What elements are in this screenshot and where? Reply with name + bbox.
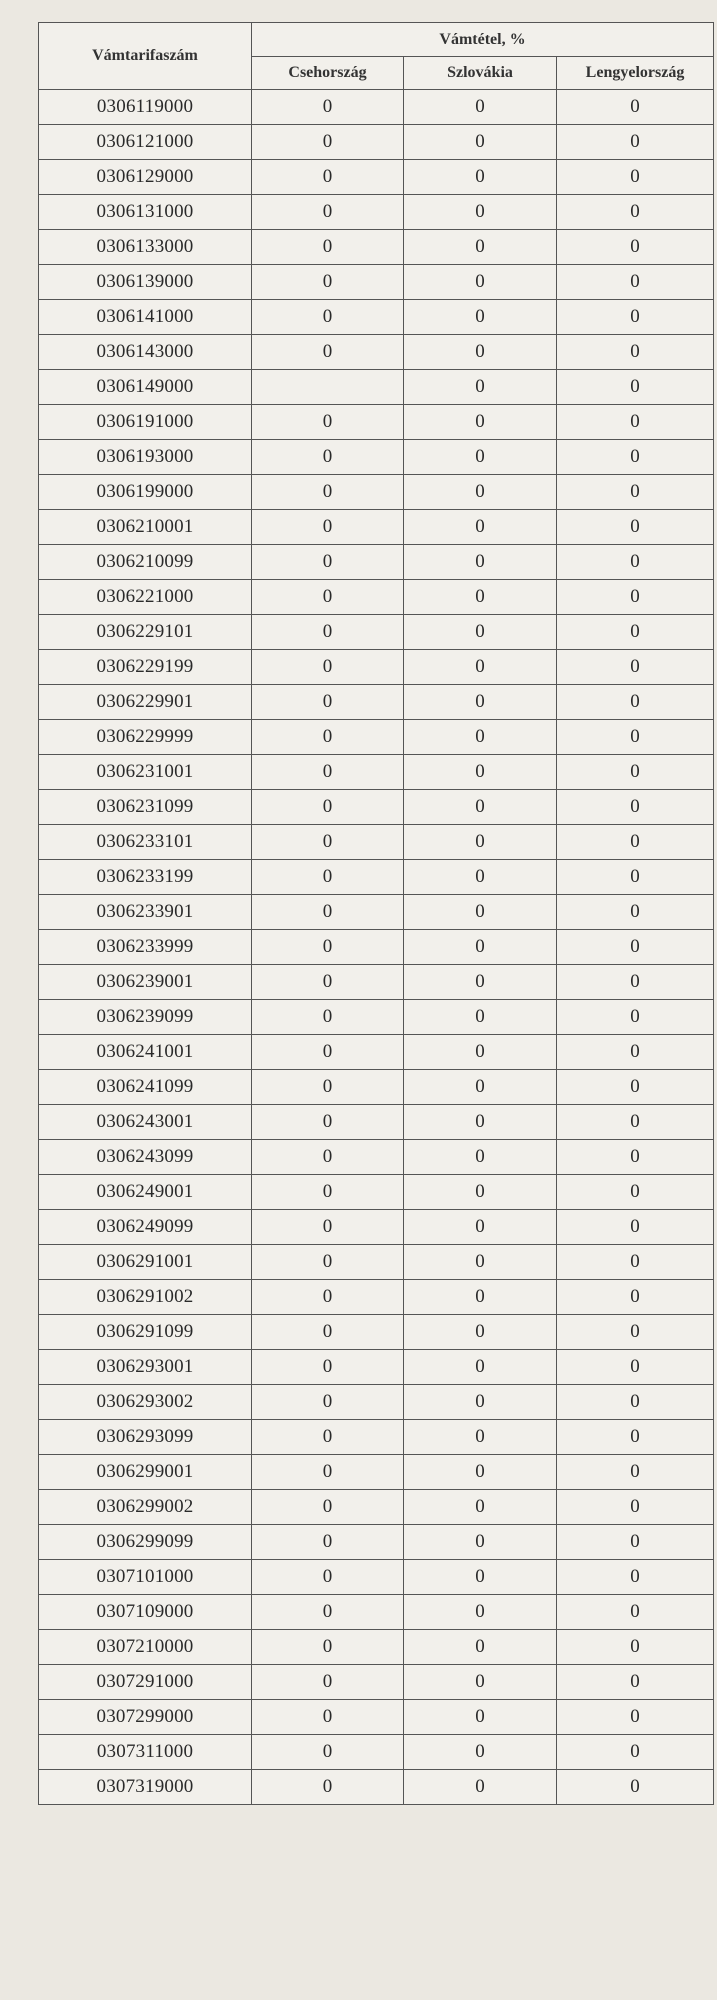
rate-czechia-cell: 0 [252,475,404,510]
rate-slovakia-cell: 0 [404,685,557,720]
rate-slovakia-cell: 0 [404,125,557,160]
rate-slovakia-cell: 0 [404,965,557,1000]
rate-slovakia-cell: 0 [404,195,557,230]
rate-czechia-cell: 0 [252,300,404,335]
rate-slovakia-cell: 0 [404,1665,557,1700]
rate-poland-cell: 0 [557,1105,714,1140]
rate-slovakia-cell: 0 [404,1455,557,1490]
table-row [39,90,714,125]
table-row [39,1630,714,1665]
tariff-code-cell: 0306233901 [39,895,252,930]
table-row [39,1105,714,1140]
table-row [39,335,714,370]
rate-slovakia-cell: 0 [404,1210,557,1245]
table-row [39,1735,714,1770]
table-body [39,90,714,1805]
rate-poland-cell: 0 [557,895,714,930]
table-row [39,1175,714,1210]
tariff-code-cell: 0306243001 [39,1105,252,1140]
rate-slovakia-cell: 0 [404,475,557,510]
tariff-code-cell: 0306141000 [39,300,252,335]
tariff-code-cell: 0306241001 [39,1035,252,1070]
rate-poland-cell: 0 [557,1490,714,1525]
rate-czechia-cell: 0 [252,1245,404,1280]
rate-poland-cell: 0 [557,1140,714,1175]
table-row [39,1070,714,1105]
tariff-code-cell: 0306291002 [39,1280,252,1315]
rate-poland-cell: 0 [557,370,714,405]
table-row [39,1595,714,1630]
table-row [39,930,714,965]
tariff-code-cell: 0306231099 [39,790,252,825]
table-row [39,1560,714,1595]
tariff-code-cell: 0306139000 [39,265,252,300]
rate-slovakia-cell: 0 [404,1420,557,1455]
tariff-code-cell: 0307210000 [39,1630,252,1665]
tariff-code-cell: 0307319000 [39,1770,252,1805]
rate-slovakia-cell: 0 [404,1595,557,1630]
country-header-slovakia: Szlovákia [404,57,557,90]
tariff-code-cell: 0306229999 [39,720,252,755]
table-row [39,1455,714,1490]
table-row [39,1700,714,1735]
rate-poland-cell: 0 [557,1070,714,1105]
rate-czechia-cell: 0 [252,860,404,895]
tariff-code-cell: 0306129000 [39,160,252,195]
tariff-code-cell: 0306229901 [39,685,252,720]
tariff-code-cell: 0306241099 [39,1070,252,1105]
rate-poland-cell: 0 [557,125,714,160]
table-row [39,1035,714,1070]
rate-poland-cell: 0 [557,1385,714,1420]
rate-czechia-cell: 0 [252,1035,404,1070]
table-row [39,685,714,720]
rate-slovakia-cell: 0 [404,265,557,300]
tariff-code-cell: 0306233101 [39,825,252,860]
table-row [39,755,714,790]
rate-slovakia-cell: 0 [404,755,557,790]
rate-poland-cell: 0 [557,1665,714,1700]
rate-czechia-cell: 0 [252,580,404,615]
rate-slovakia-cell: 0 [404,1770,557,1805]
tariff-code-cell: 0307311000 [39,1735,252,1770]
rate-poland-cell: 0 [557,335,714,370]
rate-poland-cell: 0 [557,545,714,580]
rate-czechia-cell: 0 [252,335,404,370]
rate-czechia-cell: 0 [252,650,404,685]
rate-czechia-cell: 0 [252,1455,404,1490]
table-row [39,265,714,300]
rate-czechia-cell: 0 [252,895,404,930]
rate-poland-cell: 0 [557,1035,714,1070]
rate-poland-cell: 0 [557,790,714,825]
table-row [39,230,714,265]
tariff-code-cell: 0306229199 [39,650,252,685]
tariff-code-cell: 0306233199 [39,860,252,895]
rate-slovakia-cell: 0 [404,895,557,930]
rate-poland-cell: 0 [557,1350,714,1385]
rate-czechia-cell: 0 [252,1000,404,1035]
rate-slovakia-cell: 0 [404,1070,557,1105]
rate-czechia-cell: 0 [252,125,404,160]
table-row [39,1385,714,1420]
rate-czechia-cell: 0 [252,720,404,755]
rate-czechia-cell: 0 [252,615,404,650]
rate-poland-cell: 0 [557,1735,714,1770]
rate-poland-cell: 0 [557,720,714,755]
rate-poland-cell: 0 [557,1630,714,1665]
tariff-code-cell: 0306293099 [39,1420,252,1455]
rate-poland-cell: 0 [557,510,714,545]
table-row [39,720,714,755]
rate-poland-cell: 0 [557,1560,714,1595]
tariff-table [38,22,714,1805]
table-row [39,370,714,405]
rate-poland-cell: 0 [557,300,714,335]
rate-poland-cell: 0 [557,440,714,475]
tariff-code-cell: 0306239001 [39,965,252,1000]
table-row [39,790,714,825]
tariff-code-cell: 0306293002 [39,1385,252,1420]
table-row [39,440,714,475]
rate-slovakia-cell: 0 [404,1525,557,1560]
tariff-code-cell: 0306293001 [39,1350,252,1385]
rate-czechia-cell: 0 [252,1700,404,1735]
tariff-code-cell: 0306299002 [39,1490,252,1525]
table-row [39,405,714,440]
rate-poland-cell: 0 [557,1525,714,1560]
rate-slovakia-cell: 0 [404,90,557,125]
rate-czechia-cell: 0 [252,90,404,125]
rate-czechia-cell: 0 [252,790,404,825]
table-row [39,1525,714,1560]
table-row [39,1350,714,1385]
rate-poland-cell: 0 [557,90,714,125]
table-row [39,160,714,195]
table-row [39,475,714,510]
rate-poland-cell: 0 [557,755,714,790]
table-row [39,895,714,930]
rate-poland-cell: 0 [557,965,714,1000]
table-row [39,1140,714,1175]
rate-czechia-cell: 0 [252,1560,404,1595]
rate-poland-cell: 0 [557,930,714,965]
tariff-code-cell: 0307101000 [39,1560,252,1595]
table-row [39,125,714,160]
rate-slovakia-cell: 0 [404,615,557,650]
rate-czechia-cell: 0 [252,195,404,230]
rate-czechia-cell: 0 [252,1210,404,1245]
rate-poland-cell: 0 [557,160,714,195]
rate-slovakia-cell: 0 [404,300,557,335]
table-row [39,1420,714,1455]
tariff-code-cell: 0307291000 [39,1665,252,1700]
table-row [39,1665,714,1700]
rate-slovakia-cell: 0 [404,440,557,475]
tariff-code-cell: 0306233999 [39,930,252,965]
tariff-code-cell: 0306210099 [39,545,252,580]
rate-slovakia-cell: 0 [404,230,557,265]
rate-poland-cell: 0 [557,1700,714,1735]
rate-slovakia-cell: 0 [404,1560,557,1595]
rate-czechia-cell: 0 [252,1770,404,1805]
rate-slovakia-cell: 0 [404,1315,557,1350]
tariff-code-cell: 0306143000 [39,335,252,370]
rate-poland-cell: 0 [557,1000,714,1035]
rate-poland-cell: 0 [557,615,714,650]
rate-poland-cell: 0 [557,195,714,230]
table-row [39,860,714,895]
rate-slovakia-cell: 0 [404,1035,557,1070]
rate-czechia-cell: 0 [252,825,404,860]
rate-czechia-cell: 0 [252,1490,404,1525]
rate-poland-cell: 0 [557,475,714,510]
rate-poland-cell: 0 [557,1420,714,1455]
tariff-code-cell: 0306243099 [39,1140,252,1175]
rate-poland-cell: 0 [557,1210,714,1245]
rate-slovakia-cell: 0 [404,1490,557,1525]
table-row [39,1245,714,1280]
rate-poland-cell: 0 [557,1280,714,1315]
rate-czechia-cell: 0 [252,1525,404,1560]
rate-poland-cell: 0 [557,1455,714,1490]
rate-poland-cell: 0 [557,1770,714,1805]
rate-czechia-cell: 0 [252,160,404,195]
rate-czechia-cell: 0 [252,930,404,965]
rate-poland-cell: 0 [557,1595,714,1630]
tariff-code-cell: 0306193000 [39,440,252,475]
rate-slovakia-cell: 0 [404,825,557,860]
rate-slovakia-cell: 0 [404,1140,557,1175]
tariff-code-cell: 0306210001 [39,510,252,545]
rate-czechia-cell: 0 [252,1315,404,1350]
tariff-code-cell: 0306249099 [39,1210,252,1245]
rate-poland-cell: 0 [557,1175,714,1210]
rate-czechia-cell: 0 [252,1175,404,1210]
rate-czechia-cell: 0 [252,230,404,265]
table-row [39,1210,714,1245]
table-row [39,195,714,230]
tariff-code-cell: 0306199000 [39,475,252,510]
rate-poland-cell: 0 [557,825,714,860]
country-header-czechia: Csehország [252,57,404,90]
rate-czechia-cell: 0 [252,265,404,300]
tariff-code-cell: 0306121000 [39,125,252,160]
rate-czechia-cell: 0 [252,1385,404,1420]
table-row [39,1490,714,1525]
rate-czechia-cell: 0 [252,440,404,475]
table-row [39,1315,714,1350]
duty-rate-group-header: Vámtétel, % [252,23,714,57]
rate-poland-cell: 0 [557,650,714,685]
table-row [39,1770,714,1805]
tariff-code-cell: 0307109000 [39,1595,252,1630]
tariff-code-cell: 0306119000 [39,90,252,125]
rate-slovakia-cell: 0 [404,545,557,580]
tariff-code-cell: 0306191000 [39,405,252,440]
rate-poland-cell: 0 [557,1315,714,1350]
rate-czechia-cell: 0 [252,1420,404,1455]
tariff-code-cell: 0306229101 [39,615,252,650]
code-column-header: Vámtarifaszám [39,23,252,90]
rate-poland-cell: 0 [557,860,714,895]
rate-czechia-cell: 0 [252,1595,404,1630]
rate-slovakia-cell: 0 [404,790,557,825]
tariff-code-cell: 0306249001 [39,1175,252,1210]
rate-poland-cell: 0 [557,265,714,300]
rate-czechia-cell: 0 [252,1140,404,1175]
table-header [39,23,714,90]
rate-slovakia-cell: 0 [404,335,557,370]
rate-czechia-cell: 0 [252,1280,404,1315]
table-row [39,650,714,685]
rate-czechia-cell: 0 [252,755,404,790]
rate-slovakia-cell: 0 [404,1630,557,1665]
rate-slovakia-cell: 0 [404,1105,557,1140]
table-row [39,965,714,1000]
rate-poland-cell: 0 [557,580,714,615]
rate-czechia-cell: 0 [252,1665,404,1700]
rate-slovakia-cell: 0 [404,1000,557,1035]
table-row [39,300,714,335]
rate-slovakia-cell: 0 [404,510,557,545]
rate-czechia-cell: 0 [252,545,404,580]
tariff-code-cell: 0306149000 [39,370,252,405]
header-row-top [39,23,714,57]
rate-czechia-cell: 0 [252,1105,404,1140]
table-row [39,615,714,650]
tariff-code-cell: 0306231001 [39,755,252,790]
rate-slovakia-cell: 0 [404,1350,557,1385]
rate-czechia-cell: 0 [252,1735,404,1770]
tariff-code-cell: 0306131000 [39,195,252,230]
rate-slovakia-cell: 0 [404,650,557,685]
rate-czechia-cell: 0 [252,1630,404,1665]
rate-slovakia-cell: 0 [404,580,557,615]
tariff-code-cell: 0306291099 [39,1315,252,1350]
tariff-code-cell: 0307299000 [39,1700,252,1735]
rate-slovakia-cell: 0 [404,930,557,965]
rate-czechia-cell: 0 [252,1070,404,1105]
rate-czechia-cell [252,370,404,405]
tariff-code-cell: 0306299099 [39,1525,252,1560]
rate-slovakia-cell: 0 [404,720,557,755]
tariff-code-cell: 0306133000 [39,230,252,265]
table-row [39,545,714,580]
rate-czechia-cell: 0 [252,685,404,720]
rate-slovakia-cell: 0 [404,1735,557,1770]
rate-czechia-cell: 0 [252,965,404,1000]
tariff-code-cell: 0306299001 [39,1455,252,1490]
table-row [39,1280,714,1315]
rate-czechia-cell: 0 [252,510,404,545]
rate-slovakia-cell: 0 [404,1175,557,1210]
tariff-code-cell: 0306221000 [39,580,252,615]
rate-slovakia-cell: 0 [404,370,557,405]
rate-slovakia-cell: 0 [404,1385,557,1420]
rate-poland-cell: 0 [557,405,714,440]
country-header-poland: Lengyelország [557,57,714,90]
table-row [39,580,714,615]
rate-slovakia-cell: 0 [404,1245,557,1280]
table-row [39,825,714,860]
rate-poland-cell: 0 [557,685,714,720]
rate-czechia-cell: 0 [252,1350,404,1385]
table-row [39,510,714,545]
tariff-code-cell: 0306239099 [39,1000,252,1035]
rate-slovakia-cell: 0 [404,860,557,895]
rate-slovakia-cell: 0 [404,1280,557,1315]
rate-poland-cell: 0 [557,230,714,265]
rate-poland-cell: 0 [557,1245,714,1280]
rate-slovakia-cell: 0 [404,1700,557,1735]
rate-czechia-cell: 0 [252,405,404,440]
rate-slovakia-cell: 0 [404,405,557,440]
tariff-code-cell: 0306291001 [39,1245,252,1280]
rate-slovakia-cell: 0 [404,160,557,195]
table-row [39,1000,714,1035]
